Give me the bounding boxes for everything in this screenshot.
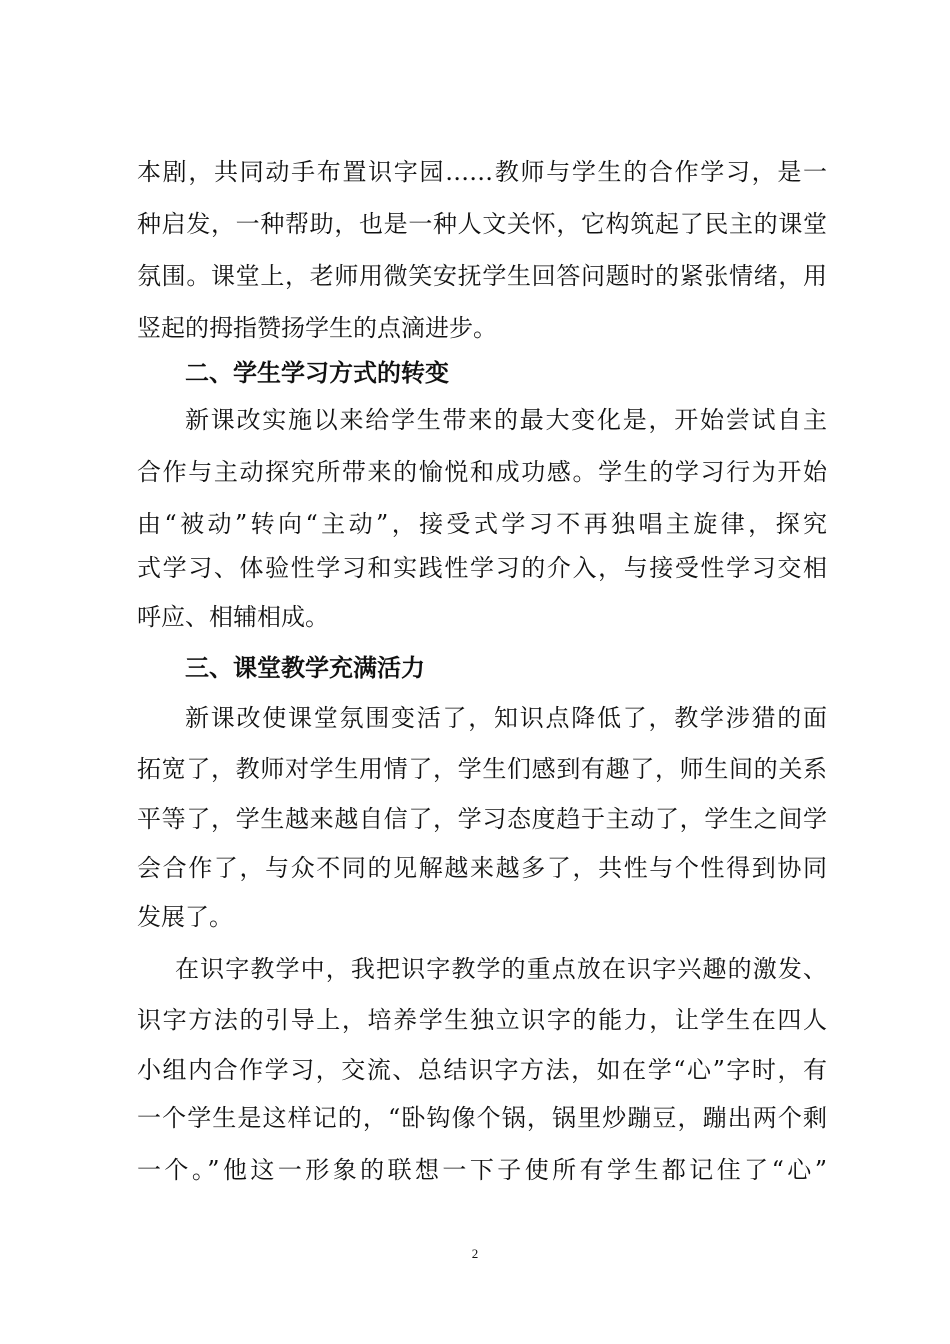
paragraph-2-line-4: 式学习、体验性学习和实践性学习的介入，与接受性学习交相 [137, 554, 827, 582]
paragraph-2-line-3: 由“被动”转向“主动”，接受式学习不再独唱主旋律，探究 [137, 510, 827, 538]
paragraph-1-line-2: 种启发，一种帮助，也是一种人文关怀，它构筑起了民主的课堂 [137, 210, 827, 238]
paragraph-1-line-4: 竖起的拇指赞扬学生的点滴进步。 [137, 314, 497, 342]
paragraph-4-line-1: 在识字教学中，我把识字教学的重点放在识字兴趣的激发、 [175, 955, 827, 983]
paragraph-4-line-5: 一个。”他这一形象的联想一下子使所有学生都记住了“心” [137, 1156, 827, 1184]
paragraph-3-line-1: 新课改使课堂氛围变活了，知识点降低了，教学涉猎的面 [185, 704, 827, 732]
paragraph-3-line-2: 拓宽了，教师对学生用情了，学生们感到有趣了，师生间的关系 [137, 755, 827, 783]
paragraph-2-line-2: 合作与主动探究所带来的愉悦和成功感。学生的学习行为开始 [137, 458, 827, 486]
paragraph-1-line-3: 氛围。课堂上，老师用微笑安抚学生回答问题时的紧张情绪，用 [137, 262, 827, 290]
paragraph-3-line-4: 会合作了，与众不同的见解越来越多了，共性与个性得到协同 [137, 854, 827, 882]
paragraph-3-line-5: 发展了。 [137, 903, 233, 931]
paragraph-4-line-2: 识字方法的引导上，培养学生独立识字的能力，让学生在四人 [137, 1006, 827, 1034]
paragraph-2-line-1: 新课改实施以来给学生带来的最大变化是，开始尝试自主 [185, 406, 827, 434]
paragraph-3-line-3: 平等了，学生越来越自信了，学习态度趋于主动了，学生之间学 [137, 805, 827, 833]
paragraph-4-line-4: 一个学生是这样记的，“卧钩像个锅，锅里炒蹦豆，蹦出两个剩 [137, 1104, 827, 1132]
paragraph-2-line-5: 呼应、相辅相成。 [137, 603, 329, 631]
paragraph-1-line-1: 本剧，共同动手布置识字园……教师与学生的合作学习，是一 [137, 158, 827, 186]
paragraph-4-line-3: 小组内合作学习，交流、总结识字方法，如在学“心”字时，有 [137, 1056, 827, 1084]
section-heading-2: 二、学生学习方式的转变 [185, 359, 449, 387]
page-number: 2 [471, 1246, 479, 1261]
section-heading-3: 三、课堂教学充满活力 [185, 654, 425, 682]
